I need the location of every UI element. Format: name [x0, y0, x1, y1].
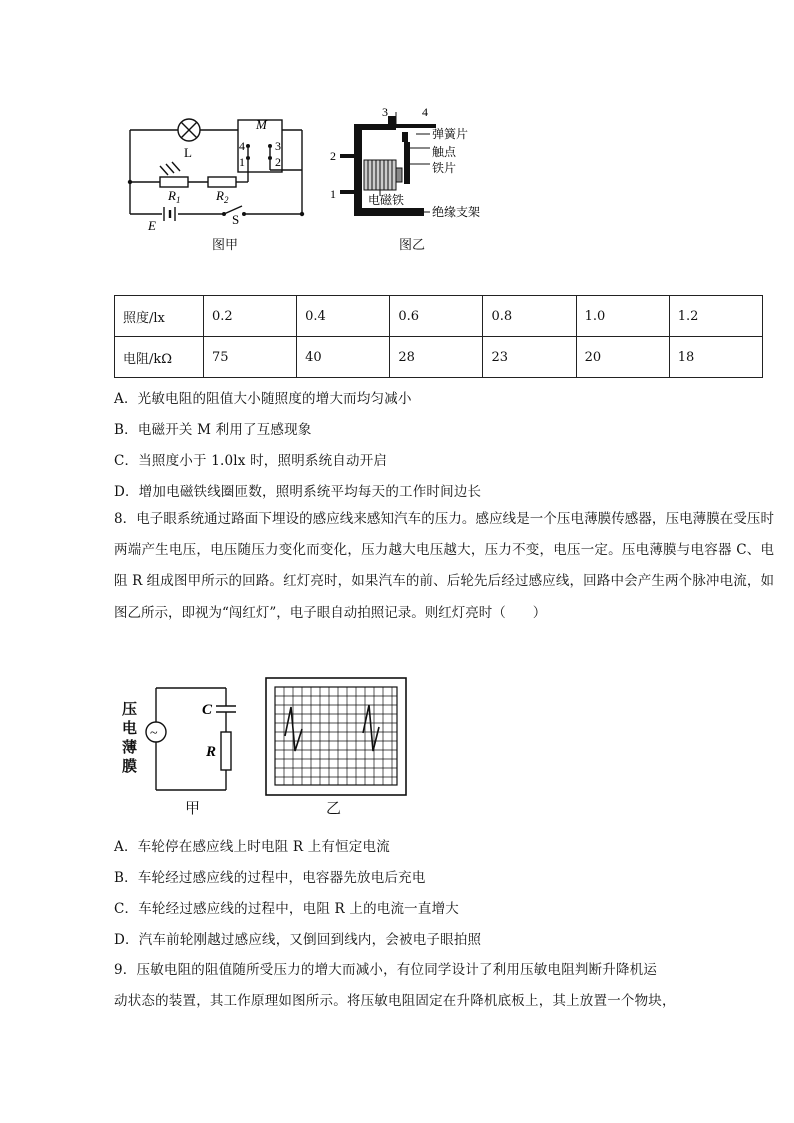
- t1-label: 1: [330, 187, 336, 201]
- t3-label: 3: [382, 105, 388, 119]
- row-header-illuminance: 照度/lx: [115, 296, 204, 337]
- q7-option-a: A．光敏电阻的阻值大小随照度的增大而均匀减小: [114, 391, 412, 407]
- pin3-label: 3: [275, 139, 281, 153]
- t2-label: 2: [330, 149, 336, 163]
- table-cell: 20: [576, 337, 669, 378]
- cap-label: C: [202, 702, 213, 718]
- figure-b-caption: 乙: [326, 799, 342, 817]
- table-cell: 18: [669, 337, 762, 378]
- q9-line-1: 9．压敏电阻的阻值随所受压力的增大而减小，有位同学设计了利用压敏电阻判断升降机运: [114, 962, 658, 978]
- film-char: 薄: [122, 738, 138, 756]
- figure-piezo-circuit: [118, 680, 248, 820]
- m-label: M: [256, 117, 267, 132]
- table-cell: 0.2: [204, 296, 297, 337]
- q8-option-c: C．车轮经过感应线的过程中，电阻 R 上的电流一直增大: [114, 901, 459, 917]
- spring-label: 弹簧片: [432, 127, 469, 141]
- table-cell: 1.0: [576, 296, 669, 337]
- switch-label: S: [232, 212, 240, 227]
- t4-label: 4: [422, 105, 428, 119]
- table-cell: 28: [390, 337, 483, 378]
- q7-option-c: C．当照度小于 1.0lx 时，照明系统自动开启: [114, 453, 388, 469]
- q7-option-d: D．增加电磁铁线圈匝数，照明系统平均每天的工作时间边长: [114, 484, 482, 500]
- pin4-label: 4: [239, 139, 245, 153]
- table-cell: 40: [297, 337, 390, 378]
- pulse-1: [285, 707, 302, 751]
- q8-option-d: D．汽车前轮刚越过感应线，又倒回到线内，会被电子眼拍照: [114, 932, 482, 948]
- pulse-2: [363, 705, 379, 751]
- source-symbol: ~: [150, 726, 158, 741]
- film-char: 电: [122, 719, 138, 737]
- r1-sub: 1: [175, 195, 181, 205]
- table-cell: 0.8: [483, 296, 576, 337]
- pin1-label: 1: [239, 155, 245, 169]
- svg-text:R1: [167, 188, 180, 205]
- contact-label: 触点: [432, 145, 457, 159]
- table-row: [115, 296, 763, 337]
- q8-option-b: B．车轮经过感应线的过程中，电容器先放电后充电: [114, 870, 426, 886]
- table-cell: 0.4: [297, 296, 390, 337]
- q9-line-2: 动状态的装置，其工作原理如图所示。将压敏电阻固定在升降机底板上，其上放置一个物块，: [114, 993, 676, 1009]
- table-cell: 1.2: [669, 296, 762, 337]
- film-char: 压: [122, 700, 138, 718]
- r1-label: R: [168, 188, 176, 203]
- bracket-label: 绝缘支架: [432, 205, 481, 219]
- table-row: [115, 337, 763, 378]
- figure-jia-caption: 图甲: [212, 238, 239, 253]
- q7-option-b: B．电磁开关 M 利用了互感现象: [114, 422, 312, 438]
- figure-relay-yi: [326, 102, 496, 232]
- table-cell: 0.6: [390, 296, 483, 337]
- figure-yi-caption: 图乙: [399, 238, 426, 253]
- film-label: [122, 700, 137, 776]
- svg-text:R2: [215, 188, 229, 205]
- table-cell: 23: [483, 337, 576, 378]
- r2-label: R: [216, 188, 224, 203]
- row-header-resistance: 电阻/kΩ: [115, 337, 204, 378]
- q8-option-a: A．车轮停在感应线上时电阻 R 上有恒定电流: [114, 839, 390, 855]
- r2-sub: 2: [223, 195, 229, 205]
- lamp-label: L: [184, 145, 192, 160]
- illuminance-resistance-table: [114, 295, 763, 378]
- pin2-label: 2: [275, 155, 281, 169]
- res-label: R: [206, 744, 217, 760]
- figure-oscilloscope: [265, 677, 407, 797]
- table-cell: 75: [204, 337, 297, 378]
- iron-label: 铁片: [432, 161, 457, 175]
- film-char: 膜: [122, 757, 138, 775]
- q8-stem: 8．电子眼系统通过路面下埋设的感应线来感知汽车的压力。感应线是一个压电薄膜传感器，压电薄膜在受压时两端产生电压，电压随压力变化而变化，压力越大电压越大，压力不变，电压一定。压电薄膜与电容器 C、电阻 R 组成图甲所示的回路。红灯亮时，如果汽车的前、后轮先后经过感应线，回路中会产生两个脉冲电流，如图乙所示，即视为“闯红灯”，电子眼自动拍照记录。则红灯亮时（ ）: [114, 511, 774, 621]
- electromagnet-label: 电磁铁: [368, 193, 405, 207]
- figure-a-caption: 甲: [185, 799, 201, 817]
- battery-label: E: [148, 218, 156, 233]
